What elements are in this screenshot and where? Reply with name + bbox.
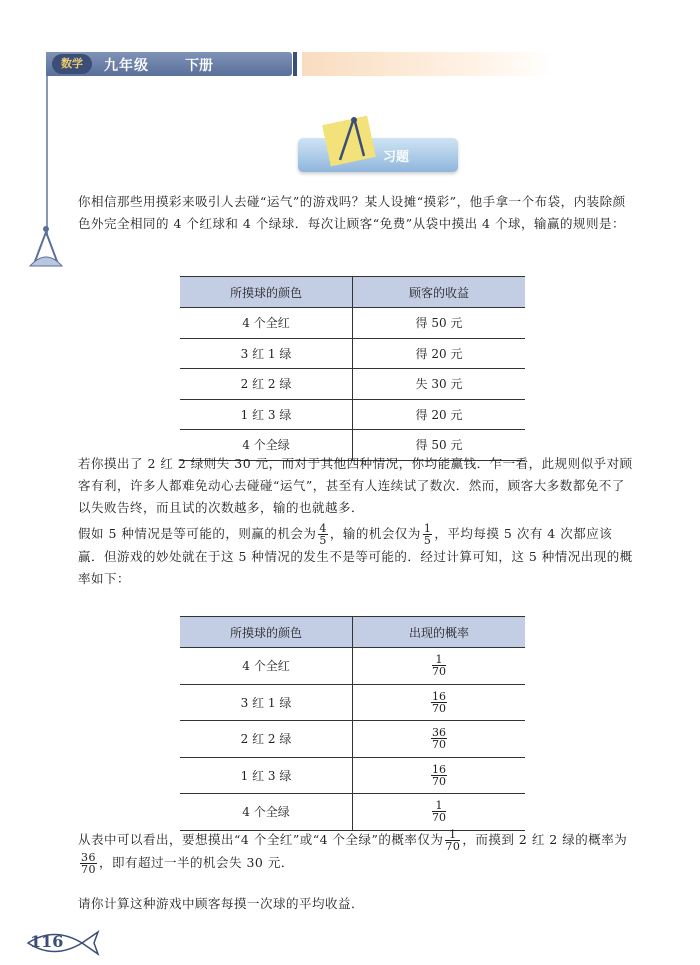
fraction bbox=[423, 523, 433, 546]
table-cell: 得 50 元 bbox=[353, 308, 526, 339]
fraction-denominator: 70 bbox=[432, 774, 446, 788]
table-cell: 失 30 元 bbox=[353, 369, 526, 400]
fraction bbox=[432, 800, 446, 823]
table-header: 所摸球的颜色 bbox=[180, 277, 353, 308]
volume-label: 下册 bbox=[185, 58, 213, 74]
table-cell: 得 20 元 bbox=[353, 399, 526, 430]
header-gradient bbox=[302, 52, 552, 76]
table-row bbox=[180, 721, 525, 758]
fraction-denominator: 70 bbox=[81, 863, 96, 876]
fraction-numerator: 1 bbox=[432, 800, 446, 812]
fraction-numerator: 1 bbox=[445, 829, 460, 841]
table-cell: 2 红 2 绿 bbox=[180, 721, 353, 758]
fraction bbox=[80, 852, 97, 875]
table-row bbox=[180, 399, 525, 430]
table-row bbox=[180, 794, 525, 831]
fraction bbox=[432, 654, 446, 677]
fraction-numerator: 36 bbox=[432, 726, 446, 740]
fraction bbox=[318, 523, 328, 546]
table-header: 出现的概率 bbox=[353, 617, 526, 648]
fraction-denominator: 70 bbox=[432, 738, 446, 752]
grade-label: 九年级 bbox=[104, 58, 149, 74]
table-row bbox=[180, 648, 525, 685]
compass-badge-icon bbox=[332, 116, 372, 164]
conclusion-paragraph bbox=[78, 829, 634, 875]
fraction bbox=[431, 691, 447, 714]
fraction bbox=[431, 727, 447, 750]
page-number: 116 bbox=[30, 932, 64, 951]
table-cell bbox=[353, 648, 526, 685]
intro-paragraph: 你相信那些用摸彩来吸引人去碰“运气”的游戏吗？某人设摊“摸彩”，他手拿一个布袋，内装除颜色外完全相同的 4 个红球和 4 个绿球．每次让顾客“免费”从袋中摸出 4 个球，输赢的规则是： bbox=[78, 194, 626, 231]
fraction-denominator: 5 bbox=[423, 534, 432, 547]
table-cell: 得 50 元 bbox=[353, 430, 526, 461]
text-span: ，即有超过一半的机会失 30 元． bbox=[99, 855, 294, 870]
table-cell: 4 个全绿 bbox=[180, 794, 353, 831]
header-divider bbox=[293, 52, 297, 76]
table-row bbox=[180, 308, 525, 339]
table-cell bbox=[353, 684, 526, 721]
margin-line bbox=[46, 76, 48, 236]
fraction-numerator: 1 bbox=[423, 522, 432, 535]
table-cell: 4 个全绿 bbox=[180, 430, 353, 461]
probability-table bbox=[180, 616, 525, 831]
fraction-denominator: 70 bbox=[432, 811, 446, 825]
table-cell bbox=[353, 721, 526, 758]
fraction-denominator: 5 bbox=[319, 534, 327, 547]
subject-logo: 数学 bbox=[52, 54, 92, 74]
fraction-denominator: 70 bbox=[432, 665, 446, 679]
table-row bbox=[180, 684, 525, 721]
text-span: ，而摸到 2 红 2 绿的概率为 bbox=[462, 832, 628, 847]
text-span: 从表中可以看出，要想摸出“4 个全红”或“4 个全绿”的概率仅为 bbox=[78, 832, 444, 847]
payout-table bbox=[180, 276, 525, 461]
fraction-numerator: 1 bbox=[432, 654, 446, 666]
question-paragraph: 请你计算这种游戏中顾客每摸一次球的平均收益． bbox=[78, 896, 365, 911]
fraction-numerator: 16 bbox=[432, 762, 446, 776]
table-cell: 2 红 2 绿 bbox=[180, 369, 353, 400]
fraction bbox=[445, 829, 460, 852]
fraction-denominator: 70 bbox=[432, 701, 446, 715]
text-span: 假如 5 种情况是等可能的，则赢的机会为 bbox=[78, 526, 317, 541]
assumption-paragraph bbox=[78, 523, 634, 590]
table-row bbox=[180, 369, 525, 400]
table-cell: 得 20 元 bbox=[353, 338, 526, 369]
table-cell: 4 个全红 bbox=[180, 648, 353, 685]
table-cell: 3 红 1 绿 bbox=[180, 338, 353, 369]
table-header: 所摸球的颜色 bbox=[180, 617, 353, 648]
fraction-denominator: 70 bbox=[445, 840, 461, 853]
analysis-paragraph: 若你摸出了 2 红 2 绿则失 30 元，而对于其他四种情况，你均能赢钱．乍一看，此规则似乎对顾客有利，许多人都难免动心去碰碰“运气”，甚至有人连续试了数次．然而，顾客大多数都免不了以失败告终，而且试的次数越多，输的也就越多． bbox=[78, 456, 633, 515]
table-cell: 3 红 1 绿 bbox=[180, 684, 353, 721]
table-header: 顾客的收益 bbox=[353, 277, 526, 308]
table-cell bbox=[353, 757, 526, 794]
fraction-numerator: 4 bbox=[319, 522, 327, 535]
section-badge bbox=[298, 138, 458, 172]
fraction bbox=[431, 764, 447, 787]
table-cell: 4 个全红 bbox=[180, 308, 353, 339]
table-row bbox=[180, 338, 525, 369]
fraction-numerator: 36 bbox=[81, 851, 96, 864]
table-cell: 1 红 3 绿 bbox=[180, 399, 353, 430]
table-cell: 1 红 3 绿 bbox=[180, 757, 353, 794]
section-title: 习题 bbox=[383, 150, 410, 165]
fraction-numerator: 16 bbox=[432, 689, 446, 703]
text-span: ，平均每摸 5 次有 4 次都应该赢．但游戏的妙处就在于这 5 种情况的发生不是等可能的．经过计算可知，这 5 种情况出现的概率如下： bbox=[78, 526, 633, 586]
compass-icon bbox=[24, 224, 68, 270]
table-row bbox=[180, 757, 525, 794]
table-cell bbox=[353, 794, 526, 831]
text-span: ，输的机会仅为 bbox=[329, 526, 421, 541]
